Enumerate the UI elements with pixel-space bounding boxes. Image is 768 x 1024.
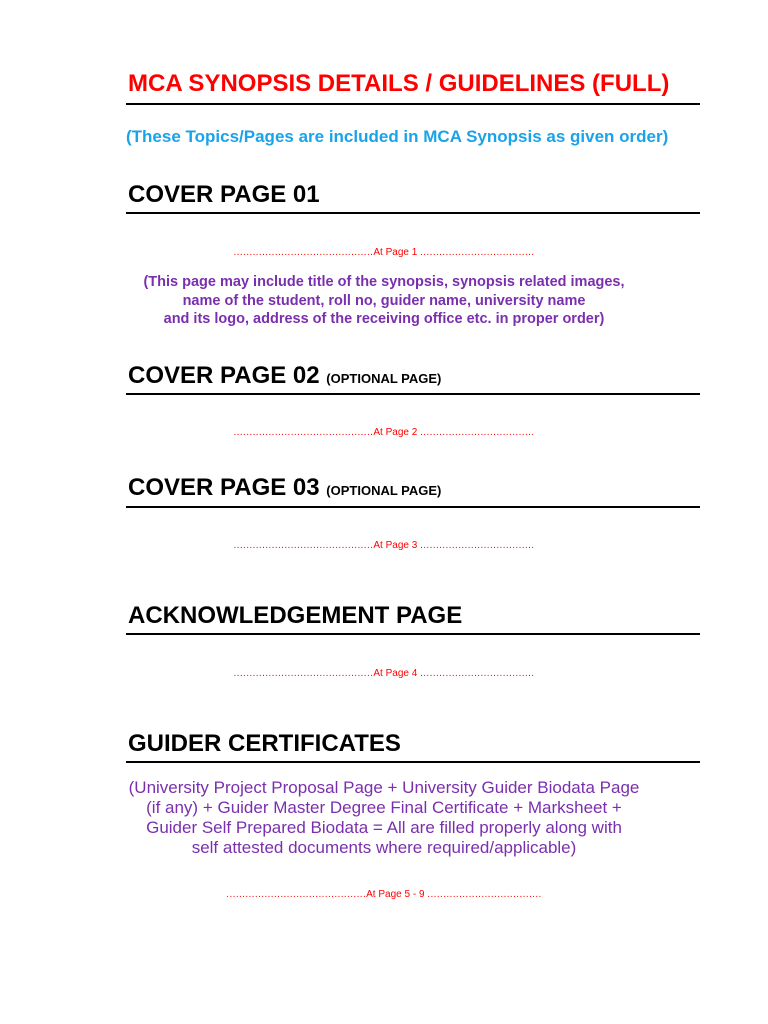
optional-label: (OPTIONAL PAGE)	[326, 371, 442, 386]
description-line: (University Project Proposal Page + University Guider Biodata Page	[128, 778, 640, 797]
heading-text: COVER PAGE 03	[128, 474, 320, 501]
section-divider	[126, 633, 700, 635]
dotted-leader-right: ....................................	[427, 889, 542, 900]
dotted-leader-left: ............................................	[226, 889, 367, 900]
optional-label: (OPTIONAL PAGE)	[326, 483, 442, 498]
section-divider	[126, 761, 700, 763]
dotted-leader-right: ....................................	[420, 668, 535, 679]
page-reference-label: At Page 3	[373, 540, 418, 551]
description-line: (if any) + Guider Master Degree Final Certificate + Marksheet +	[146, 798, 622, 817]
section-heading-cover-page-02	[128, 362, 441, 390]
page-reference-label: At Page 1	[373, 247, 418, 258]
dotted-leader-left: ............................................	[233, 247, 374, 258]
cover-page-01-description	[80, 273, 688, 329]
section-heading-acknowledgement-page: ACKNOWLEDGEMENT PAGE	[128, 602, 463, 629]
section-divider	[126, 393, 700, 395]
section-heading-cover-page-01: COVER PAGE 01	[128, 181, 320, 208]
page-reference-1	[0, 247, 768, 258]
section-heading-cover-page-03	[128, 474, 441, 502]
page-reference-label: At Page 2	[373, 427, 418, 438]
page-reference-label: At Page 5 - 9	[366, 889, 425, 900]
description-line: and its logo, address of the receiving office etc. in proper order)	[163, 311, 605, 327]
page-reference-3	[0, 540, 768, 551]
dotted-leader-right: ....................................	[420, 247, 535, 258]
title-divider	[126, 103, 700, 105]
dotted-leader-left: ............................................	[233, 668, 374, 679]
page-reference-2	[0, 427, 768, 438]
description-line: self attested documents where required/applicable)	[191, 838, 577, 857]
page-reference-4	[0, 668, 768, 679]
section-heading-guider-certificates: GUIDER CERTIFICATES	[128, 730, 401, 757]
description-line: name of the student, roll no, guider name, university name	[182, 292, 586, 309]
document-title: MCA SYNOPSIS DETAILS / GUIDELINES (FULL)	[128, 70, 670, 97]
guider-certificates-description	[60, 778, 708, 858]
page-reference-label: At Page 4	[373, 668, 418, 679]
document-subtitle: (These Topics/Pages are included in MCA Synopsis as given order)	[126, 127, 669, 146]
section-divider	[126, 506, 700, 508]
dotted-leader-left: ............................................	[233, 540, 374, 551]
heading-text: COVER PAGE 02	[128, 362, 320, 389]
dotted-leader-right: ....................................	[420, 540, 535, 551]
dotted-leader-right: ....................................	[420, 427, 535, 438]
description-line: Guider Self Prepared Biodata = All are filled properly along with	[146, 818, 622, 837]
page-reference-5	[0, 889, 768, 900]
dotted-leader-left: ............................................	[233, 427, 374, 438]
section-divider	[126, 212, 700, 214]
description-line: (This page may include title of the synopsis, synopsis related images,	[143, 274, 625, 290]
